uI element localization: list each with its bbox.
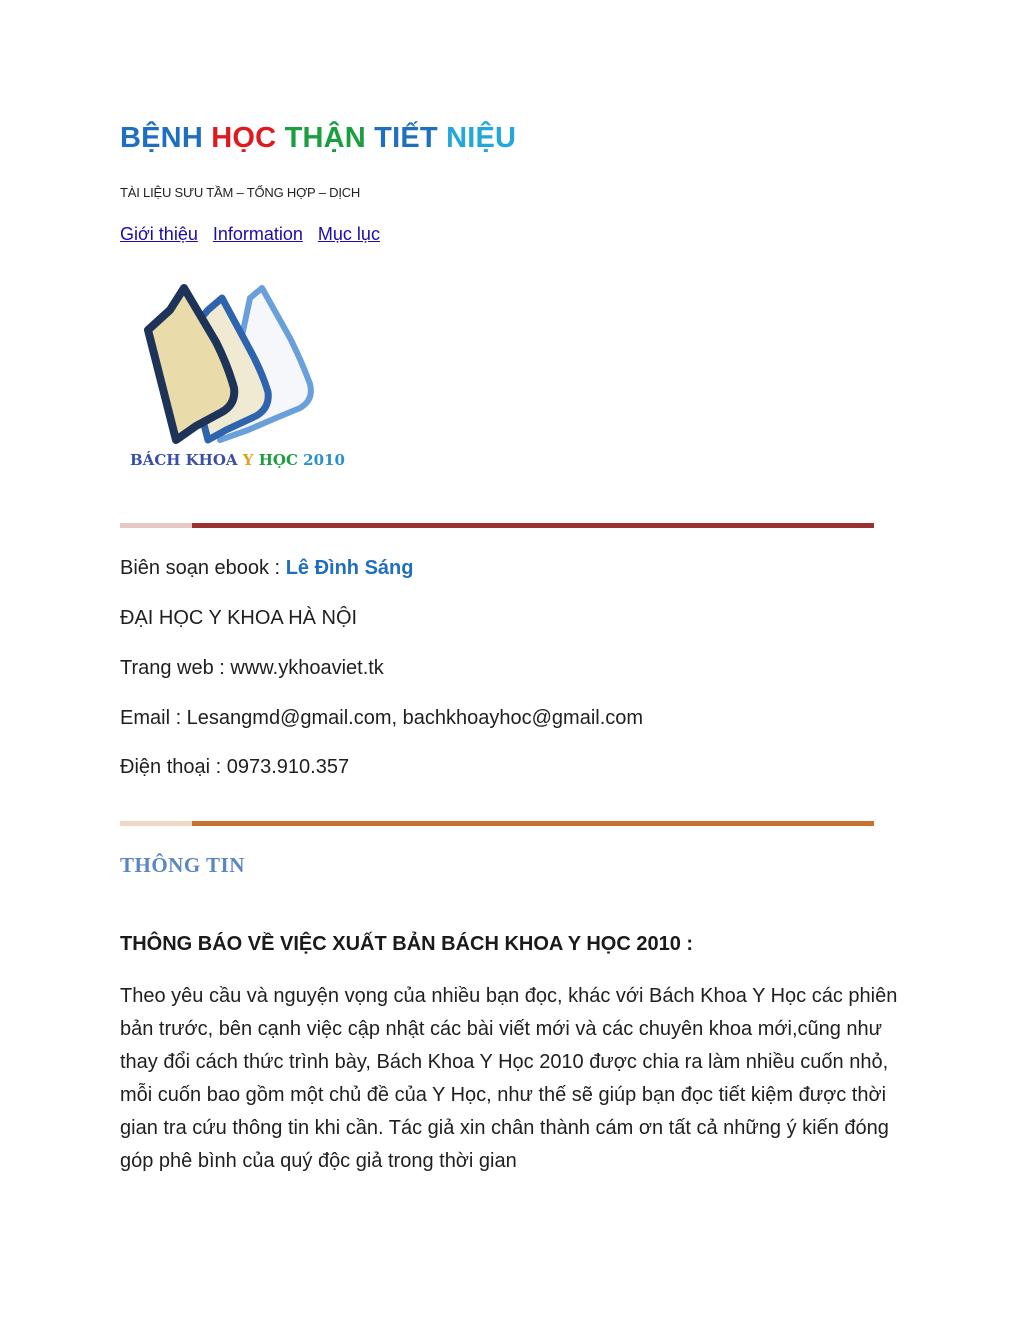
document-title [120, 122, 516, 155]
logo-caption-part-2: Y [242, 451, 259, 469]
title-word-1: BỆNH [120, 122, 203, 154]
logo-caption [130, 451, 345, 469]
author-name: Lê Đình Sáng [285, 557, 414, 579]
link-gioi-thieu[interactable]: Giới thiệu [120, 224, 198, 244]
logo-caption-part-3: HỌC [258, 451, 304, 469]
title-word-4: TIẾT [374, 122, 438, 154]
section-title: THÔNG TIN [120, 853, 245, 877]
announcement-heading: THÔNG BÁO VỀ VIỆC XUẤT BẢN BÁCH KHOA Y HỌC 2010 : [120, 933, 694, 955]
document-subtitle: TÀI LIỆU SƯU TẦM – TỔNG HỢP – DỊCH [120, 185, 361, 200]
logo-caption-part-4: 2010 [303, 451, 345, 469]
link-information[interactable]: Information [212, 224, 303, 244]
author-line [120, 557, 413, 580]
author-label: Biên soạn ebook : [120, 557, 286, 579]
title-word-3: THẬN [284, 122, 366, 154]
nav-links [120, 224, 390, 245]
divider-top-light [120, 523, 192, 528]
university-line: ĐẠI HỌC Y KHOA HÀ NỘI [120, 607, 358, 629]
divider-bottom-light [120, 821, 192, 826]
title-word-5: NIỆU [446, 122, 517, 154]
divider-bottom-dark [192, 821, 874, 826]
divider-top [120, 523, 874, 528]
logo-caption-part-1: BÁCH KHOA [130, 451, 243, 469]
phone-line: Điện thoại : 0973.910.357 [120, 756, 350, 778]
announcement-body: Theo yêu cầu và nguyện vọng của nhiều bạn đọc, khác với Bách Khoa Y Học các phiên bản trước, bên cạnh việc cập nhật các bài viết mới và các chuyên khoa mới,cũng như thay đổi cách thức trình bày, Bách Khoa Y Học 2010 được chia ra làm nhiều cuốn nhỏ, mỗi cuốn bao gồm một chủ đề của Y Học, như thế sẽ giúp bạn đọc tiết kiệm được thời gian tra cứu thông tin khi cần. Tác giả xin chân thành cám ơn tất cả những ý kiến đóng góp phê bình của quý độc giả trong thời gian [120, 985, 898, 1172]
email-line: Email : Lesangmd@gmail.com, bachkhoayhoc@gmail.com [120, 707, 644, 729]
title-word-2: HỌC [211, 122, 277, 154]
link-muc-luc[interactable]: Mục lục [317, 224, 380, 244]
divider-bottom [120, 821, 874, 826]
website-line: Trang web : www.ykhoaviet.tk [120, 657, 384, 679]
divider-top-dark [192, 523, 874, 528]
stacked-books-logo-icon [130, 280, 340, 480]
